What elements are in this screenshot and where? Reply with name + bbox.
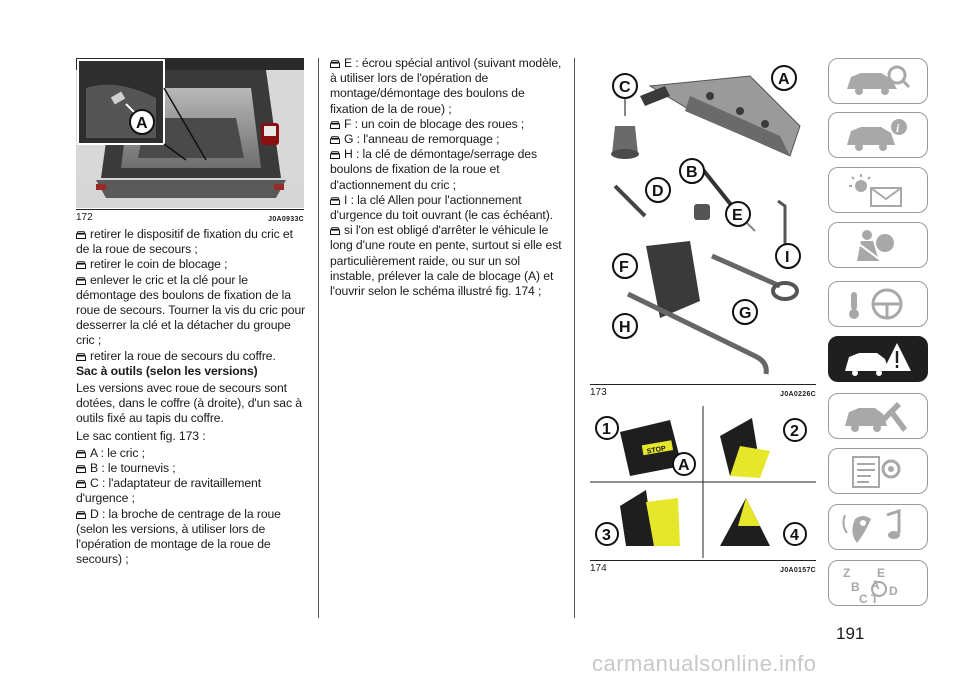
list-item: I : la clé Allen pour l'actionnement d'urgence du toit ouvrant (le cas échéant). xyxy=(330,192,553,223)
svg-text:T: T xyxy=(871,592,879,603)
list-item: H : la clé de démontage/serrage des boulons de fixation de la roue et d'actionnement du cric ; xyxy=(330,147,537,192)
car-bullet-icon xyxy=(330,197,340,205)
safety-airbag-icon xyxy=(841,227,913,263)
car-bullet-icon xyxy=(76,465,86,473)
fig173-callout-d: D xyxy=(652,183,664,200)
fig173-callout-f: F xyxy=(619,259,629,276)
tab-emergency[interactable] xyxy=(828,336,928,382)
figure-173-caption xyxy=(590,384,816,398)
fig174-callout-a: A xyxy=(678,457,690,474)
section-heading: Sac à outils (selon les versions) xyxy=(76,363,258,378)
column-divider xyxy=(574,58,575,618)
tab-multimedia[interactable] xyxy=(828,504,928,550)
maintenance-icon xyxy=(841,398,913,434)
paragraph: Les versions avec roue de secours sont dotées, dans le coffre (à droite), d'un sac à outils fixé au tapis du coffre. xyxy=(76,381,302,426)
figure-172-caption xyxy=(76,209,304,223)
fig173-callout-b: B xyxy=(686,164,698,181)
tab-warning-lights[interactable] xyxy=(828,167,928,213)
car-dashboard-icon xyxy=(841,63,913,99)
figure-code: J0A0933C xyxy=(268,216,304,223)
car-bullet-icon xyxy=(76,480,86,488)
fig173-callout-h: H xyxy=(619,319,631,336)
figure-173-tool-kit xyxy=(590,56,816,384)
list-item: retirer le coin de blocage ; xyxy=(76,257,308,272)
svg-text:A: A xyxy=(871,578,880,592)
car-bullet-icon xyxy=(76,231,86,239)
car-bullet-icon xyxy=(76,277,86,285)
svg-text:i: i xyxy=(896,121,900,135)
fig173-callout-a: A xyxy=(778,71,790,88)
car-bullet-icon xyxy=(76,261,86,269)
fig173-callout-e: E xyxy=(732,207,743,224)
car-bullet-icon xyxy=(76,450,86,458)
list-item: si l'on est obligé d'arrêter le véhicule le long d'une route en pente, surtout si elle est particulièrement raide, ou sur un sol instable, prélever la cale de blocage (A) et l'ouvrir selon le schéma illustré fig. 174 ; xyxy=(330,223,562,299)
figure-number: 172 xyxy=(76,212,93,223)
fig173-callout-i: I xyxy=(785,249,790,266)
figure-code: J0A0157C xyxy=(780,567,816,574)
tab-starting-driving[interactable] xyxy=(828,281,928,327)
multimedia-icon xyxy=(841,509,913,545)
figure-number: 174 xyxy=(590,563,607,574)
fig174-callout-2: 2 xyxy=(790,423,799,440)
list-item: G : l'anneau de remorquage ; xyxy=(330,132,564,147)
figure-code: J0A0226C xyxy=(780,391,816,398)
list-item: enlever le cric et la clé pour le démontage des boulons de fixation de la roue de secours. Tourner la vis du cric pour desserrer la clé et la détacher du groupe cric ; xyxy=(76,272,306,348)
warning-lights-icon xyxy=(841,172,913,208)
figure-number: 173 xyxy=(590,387,607,398)
text-column-1 xyxy=(76,227,308,567)
list-item: A : le cric ; xyxy=(76,446,308,461)
text-column-2 xyxy=(330,56,564,299)
list-item: E : écrou spécial antivol (suivant modèle, à utiliser lors de l'opération de montage/démontage des boulons de fixation de la de roue) ; xyxy=(330,56,562,116)
list-item: B : le tournevis ; xyxy=(76,461,308,476)
car-bullet-icon xyxy=(76,511,86,519)
list-item: D : la broche de centrage de la roue (selon les versions, à utiliser lors de l'opération de montage de la roue de secours) ; xyxy=(76,506,281,567)
car-bullet-icon xyxy=(330,136,340,144)
fig174-callout-3: 3 xyxy=(602,527,611,544)
car-info-icon xyxy=(841,117,913,153)
steering-wheel-icon xyxy=(841,286,913,322)
car-bullet-icon xyxy=(76,353,86,361)
list-item: F : un coin de blocage des roues ; xyxy=(330,117,564,132)
fig172-callout-a: A xyxy=(136,115,148,132)
list-item: C : l'adaptateur de ravitaillement d'urgence ; xyxy=(76,476,261,506)
fig173-callout-c: C xyxy=(619,79,631,96)
svg-text:Z: Z xyxy=(843,566,851,580)
figure-172-trunk-photo xyxy=(76,58,304,208)
chock-stop-text: STOP xyxy=(646,445,667,456)
car-bullet-icon xyxy=(330,151,340,159)
page-number: 191 xyxy=(836,624,865,643)
car-bullet-icon xyxy=(330,60,340,68)
paragraph: Le sac contient fig. 173 : xyxy=(76,428,206,443)
svg-text:C: C xyxy=(859,592,868,603)
column-divider xyxy=(318,58,319,618)
list-item: retirer le dispositif de fixation du cric et de la roue de secours ; xyxy=(76,227,293,257)
index-icon xyxy=(841,565,913,603)
technical-data-icon xyxy=(841,453,913,489)
tab-safety[interactable] xyxy=(828,222,928,268)
tab-index[interactable] xyxy=(828,560,928,606)
car-bullet-icon xyxy=(330,227,340,235)
car-bullet-icon xyxy=(330,121,340,129)
figure-174-caption xyxy=(590,560,816,574)
tab-car-dashboard[interactable] xyxy=(828,58,928,104)
svg-text:E: E xyxy=(877,566,886,580)
svg-text:B: B xyxy=(851,580,860,594)
watermark: carmanualsonline.info xyxy=(592,651,817,676)
fig174-callout-4: 4 xyxy=(790,527,799,544)
tab-car-info[interactable] xyxy=(828,112,928,158)
tab-technical-data[interactable] xyxy=(828,448,928,494)
fig173-callout-g: G xyxy=(739,305,752,322)
figure-174-wheel-chock xyxy=(590,406,816,558)
tab-maintenance[interactable] xyxy=(828,393,928,439)
emergency-icon xyxy=(841,341,913,377)
svg-text:D: D xyxy=(889,584,898,598)
list-item: retirer la roue de secours du coffre. xyxy=(76,349,308,364)
fig174-callout-1: 1 xyxy=(602,421,611,438)
